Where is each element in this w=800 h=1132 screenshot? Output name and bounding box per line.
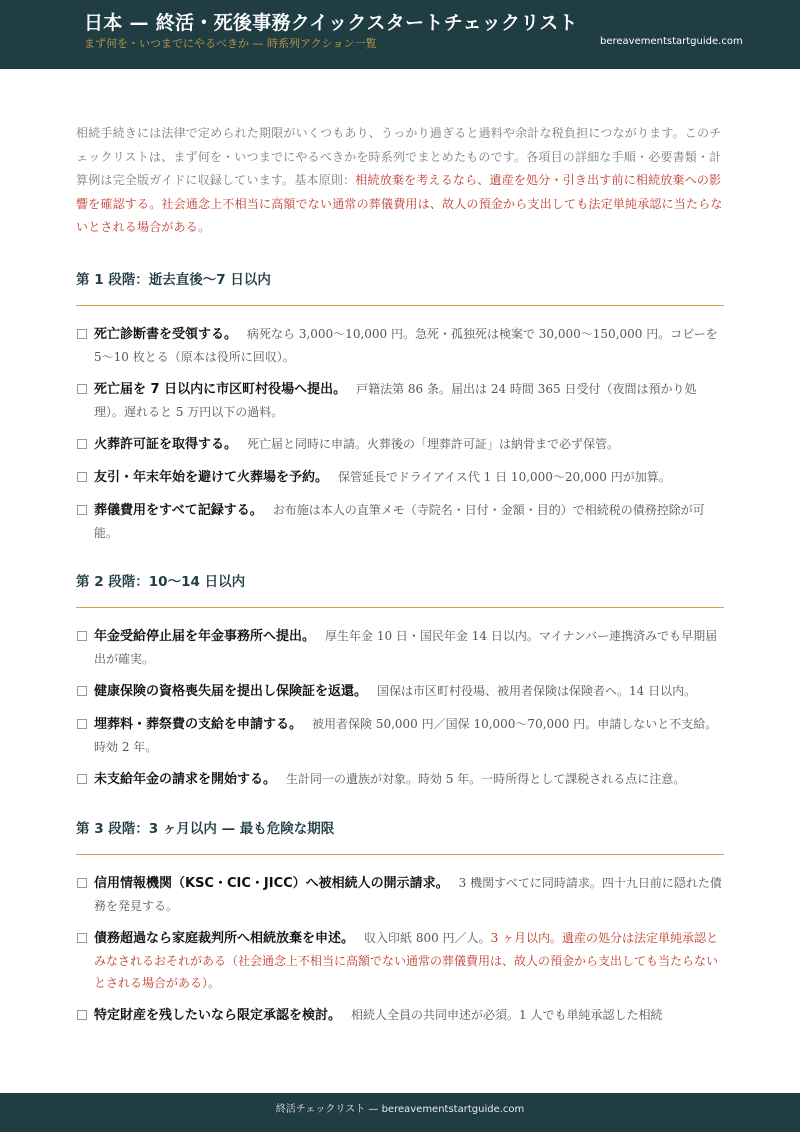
footer-text: 終活チェックリスト — bereavementstartguide.com: [275, 1104, 525, 1115]
item-body: 病死なら 3,000〜10,000 円。急死・孤独死は検案で 30,000〜150,000 円。コピーを 5〜10 枚とる（原本は役所に回収）。: [94, 326, 718, 364]
checklist-item: [76, 927, 724, 994]
stage-title: 第 1 段階：逝去直後〜7 日以内: [76, 271, 271, 288]
intro-paragraph: [76, 122, 724, 240]
item-body: 被用者保険 50,000 円／国保 10,000〜70,000 円。申請しないと不支給。時効 2 年。: [94, 716, 718, 754]
item-lead: 信用情報機関（KSC・CIC・JICC）へ被相続人の開示請求。: [94, 875, 449, 891]
checklist-item: [76, 872, 724, 917]
checkbox[interactable]: [77, 384, 87, 394]
item-lead: 火葬許可証を取得する。: [94, 436, 238, 452]
checkbox[interactable]: [77, 719, 87, 729]
intro-warning: 相続放棄を考えるなら、遺産を処分・引き出す前に相続放棄への影響を確認する。社会通念上不相当に高額でない通常の葬儀費用は、故人の預金から支出しても法定単純承認に当たらないとされる場合がある。: [76, 173, 723, 234]
item-body: 戸籍法第 86 条。届出は 24 時間 365 日受付（夜間は預かり処理）。遅れると 5 万円以下の過料。: [94, 381, 697, 419]
item-body: 国保は市区町村役場、被用者保険は保険者へ。14 日以内。: [377, 683, 697, 698]
checkbox[interactable]: [77, 505, 87, 515]
item-lead: 死亡届を 7 日以内に市区町村役場へ提出。: [94, 381, 347, 397]
document-title: 日本 — 終活・死後事務クイックスタートチェックリスト: [84, 12, 578, 34]
checkbox[interactable]: [77, 439, 87, 449]
item-body: 死亡届と同時に申請。火葬後の「埋葬許可証」は納骨まで必ず保管。: [247, 436, 620, 451]
page-header: [0, 0, 800, 69]
item-lead: 年金受給停止届を年金事務所へ提出。: [94, 628, 316, 644]
checkbox[interactable]: [77, 631, 87, 641]
checklist-item: [76, 625, 724, 670]
checklist-item: [76, 466, 724, 489]
stage-divider: [76, 607, 724, 608]
checkbox[interactable]: [77, 686, 87, 696]
item-lead: 特定財産を残したいなら限定承認を検討。: [94, 1007, 342, 1023]
stage-section: [76, 268, 724, 544]
item-body: 厚生年金 10 日・国民年金 14 日以内。マイナンバー連携済みでも早期届出が確実。: [94, 628, 718, 666]
intro-text: 相続手続きには法律で定められた期限がいくつもあり、うっかり過ぎると過料や余計な税負担につながります。このチェックリストは、まず何を・いつまでにやるべきかを時系列でまとめたものです。各項目の詳細な手順・必要書類・計算例は完全版ガイドに収録しています。基本原則：: [76, 126, 722, 187]
page-footer: [0, 1093, 800, 1132]
item-body: 相続人全員の共同申述が必須。1 人でも単純承認した相続: [351, 1007, 663, 1022]
item-lead: 埋葬料・葬祭費の支給を申請する。: [94, 716, 303, 732]
item-lead: 友引・年末年始を避けて火葬場を予約。: [94, 469, 329, 485]
checkbox[interactable]: [77, 774, 87, 784]
item-body: 3 機関すべてに同時請求。四十九日前に隠れた債務を発見する。: [94, 875, 722, 913]
stage-divider: [76, 854, 724, 855]
checklist-item: [76, 433, 724, 456]
stages-container: [76, 268, 724, 1027]
item-lead: 葬儀費用をすべて記録する。: [94, 502, 263, 518]
item-lead: 債務超過なら家庭裁判所へ相続放棄を申述。: [94, 930, 355, 946]
checkbox[interactable]: [77, 1010, 87, 1020]
item-lead: 健康保険の資格喪失届を提出し保険証を返還。: [94, 683, 368, 699]
checklist-item: [76, 323, 724, 368]
document-subtitle: まず何を・いつまでにやるべきか — 時系列アクション一覧: [84, 37, 377, 50]
checkbox[interactable]: [77, 329, 87, 339]
item-body: 生計同一の遺族が対象。時効 5 年。一時所得として課税される点に注意。: [286, 771, 686, 786]
checklist-item: [76, 1004, 724, 1027]
checkbox[interactable]: [77, 933, 87, 943]
item-lead: 死亡診断書を受領する。: [94, 326, 238, 342]
header-site-link[interactable]: bereavementstartguide.com: [600, 36, 743, 47]
item-lead: 未支給年金の請求を開始する。: [94, 771, 277, 787]
stage-title: 第 2 段階：10〜14 日以内: [76, 573, 246, 590]
checklist-item: [76, 768, 724, 791]
checklist-item: [76, 378, 724, 423]
checkbox[interactable]: [77, 878, 87, 888]
item-body: 保管延長でドライアイス代 1 日 10,000〜20,000 円が加算。: [338, 469, 671, 484]
checkbox[interactable]: [77, 472, 87, 482]
item-body: お布施は本人の直筆メモ（寺院名・日付・金額・目的）で相続税の債務控除が可能。: [94, 502, 705, 540]
stage-title: 第 3 段階：3 ヶ月以内 — 最も危険な期限: [76, 820, 335, 837]
checklist-item: [76, 680, 724, 703]
stage-section: [76, 570, 724, 791]
checklist-content: [76, 122, 724, 1037]
item-body: 収入印紙 800 円／人。: [364, 930, 491, 945]
checklist-item: [76, 713, 724, 758]
stage-divider: [76, 305, 724, 306]
checklist-item: [76, 499, 724, 544]
stage-section: [76, 817, 724, 1027]
item-warning: 3 ヶ月以内。遺産の処分は法定単純承認とみなされるおそれがある（社会通念上不相当に高額でない通常の葬儀費用は、故人の預金から支出しても当たらないとされる場合がある）。: [94, 930, 719, 990]
